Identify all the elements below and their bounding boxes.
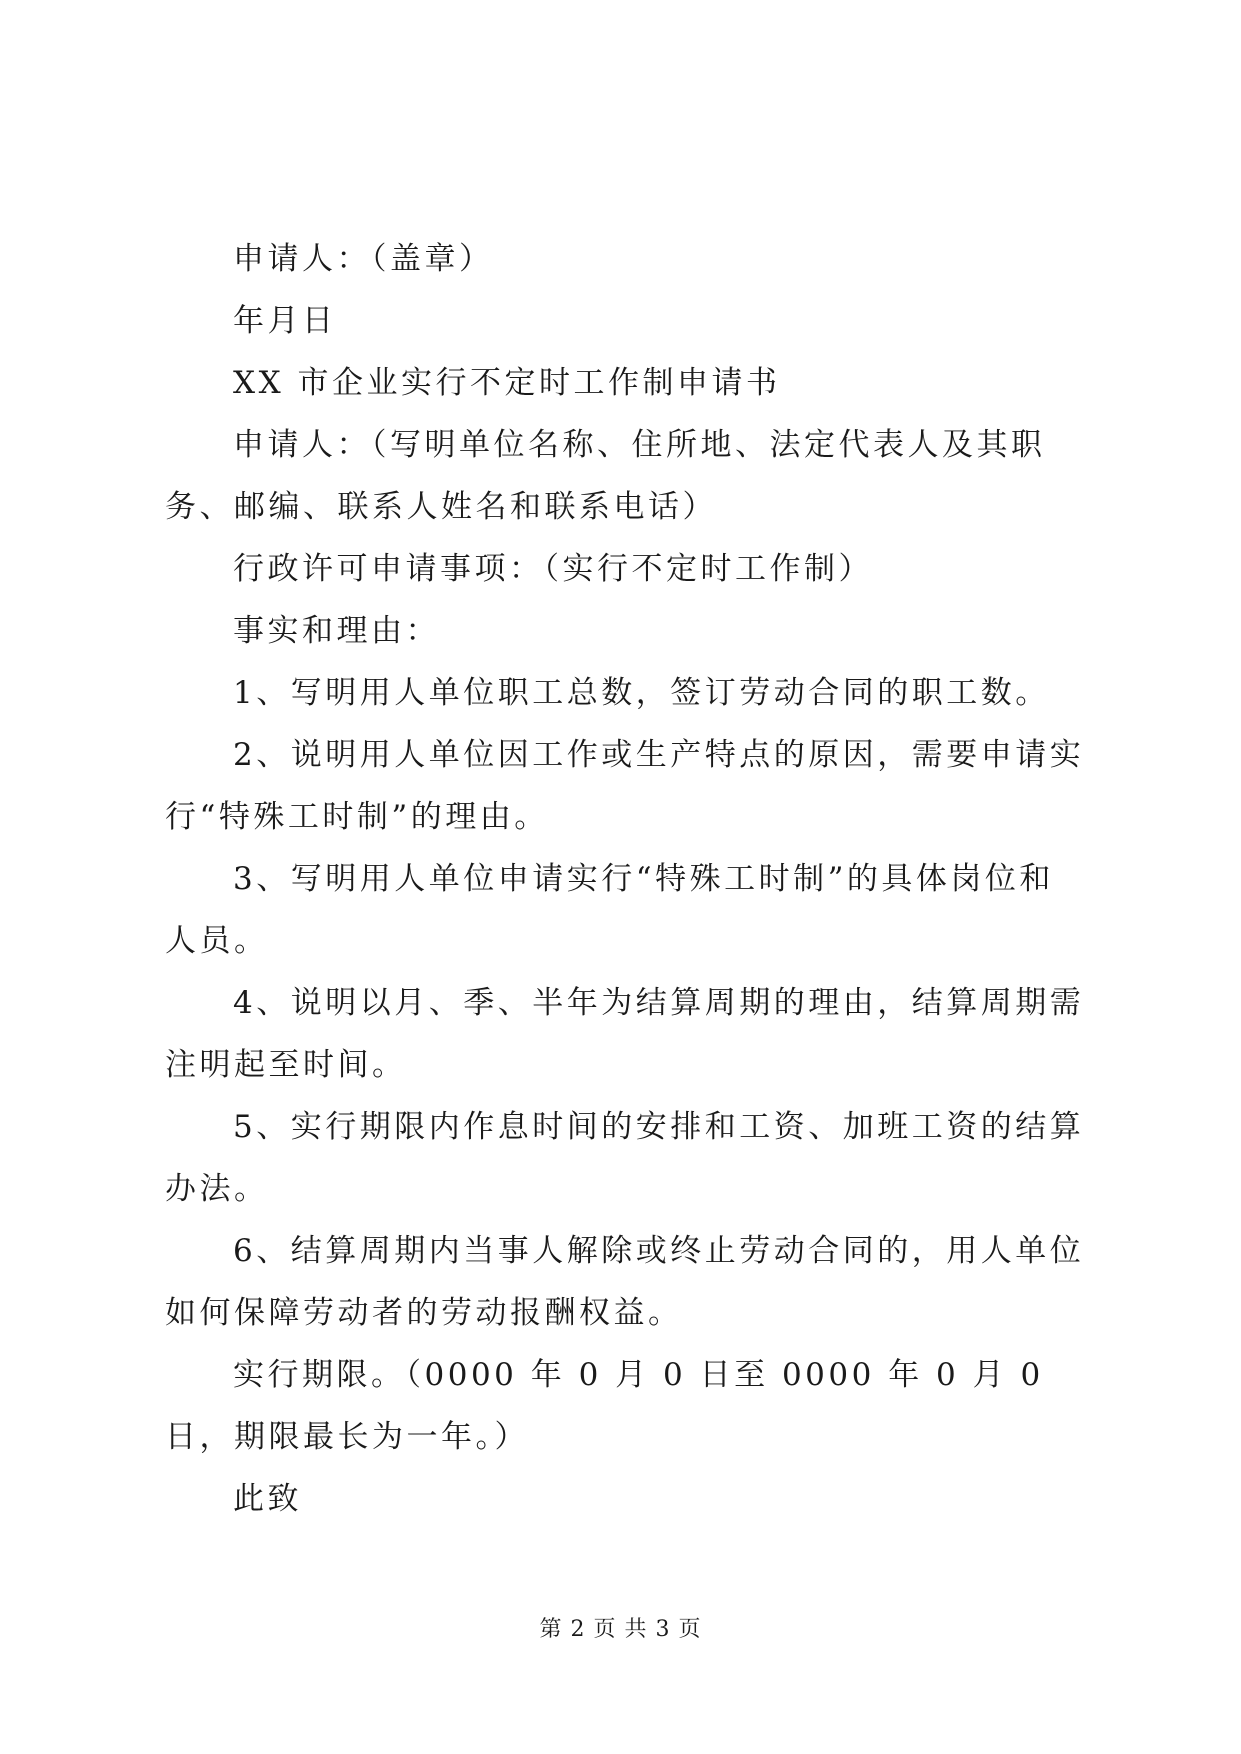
list-item-3: 3、写明用人单位申请实行“特殊工时制”的具体岗位和人员。 — [165, 861, 1054, 959]
applicant-seal-line: 申请人：（盖章） — [233, 241, 494, 277]
list-item-4: 4、说明以月、季、半年为结算周期的理由，结算周期需注明起至时间。 — [165, 985, 1085, 1083]
application-item-paragraph: 行政许可申请事项：（实行不定时工作制） — [233, 551, 873, 587]
list-item-5: 5、实行期限内作息时间的安排和工资、加班工资的结算办法。 — [165, 1109, 1085, 1207]
date-line: 年月日 — [233, 303, 337, 339]
document-body — [165, 228, 1085, 1530]
facts-and-reasons-heading: 事实和理由： — [233, 613, 440, 649]
list-item-1: 1、写明用人单位职工总数，签订劳动合同的职工数。 — [233, 675, 1050, 711]
page-number: 第 2 页 共 3 页 — [539, 1617, 702, 1642]
list-item-6: 6、结算周期内当事人解除或终止劳动合同的，用人单位如何保障劳动者的劳动报酬权益。 — [165, 1233, 1085, 1331]
page-footer — [0, 1612, 1241, 1643]
closing-salutation: 此致 — [233, 1481, 302, 1517]
applicant-details-paragraph: 申请人：（写明单位名称、住所地、法定代表人及其职务、邮编、联系人姓名和联系电话） — [165, 427, 1046, 525]
list-item-2: 2、说明用人单位因工作或生产特点的原因，需要申请实行“特殊工时制”的理由。 — [165, 737, 1085, 835]
implementation-period-paragraph: 实行期限。（0000 年 0 月 0 日至 0000 年 0 月 0 日，期限最长为一年。） — [165, 1357, 1044, 1455]
document-title: XX 市企业实行不定时工作制申请书 — [233, 365, 781, 401]
